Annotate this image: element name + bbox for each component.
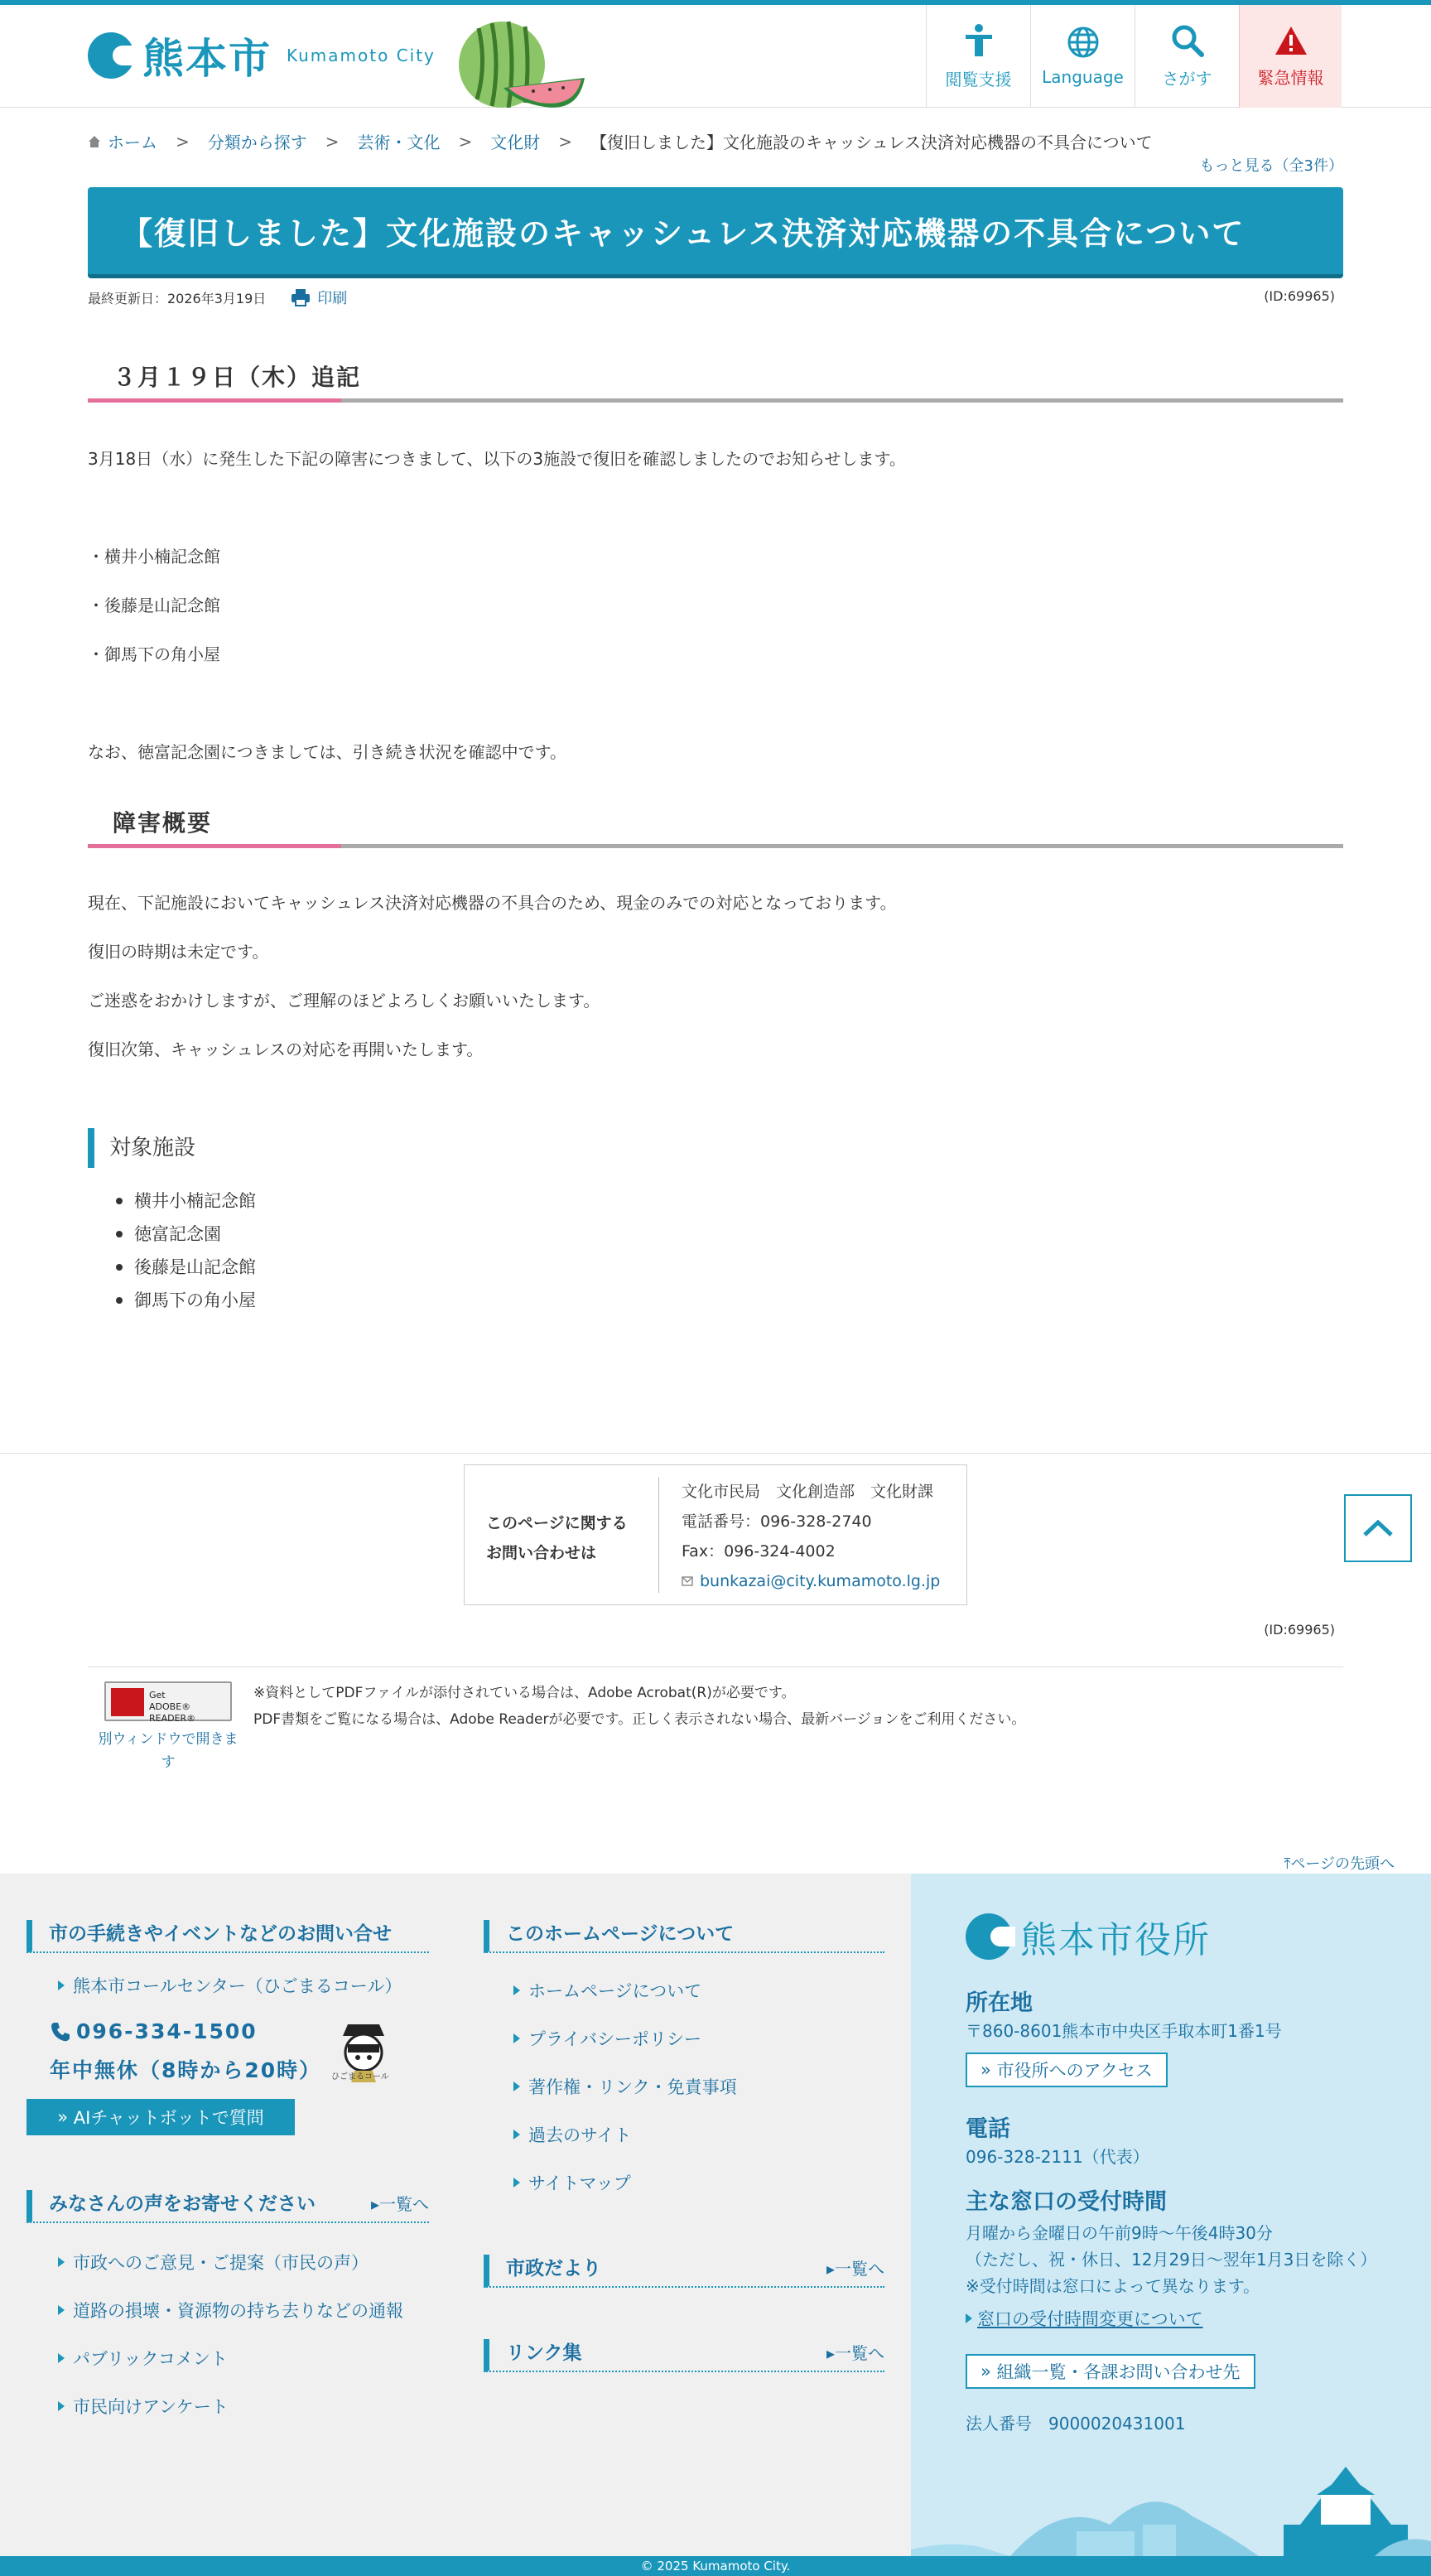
footer-link-voice[interactable]: 道路の損壊・資源物の持ち去りなどの通報 xyxy=(58,2298,403,2323)
warning-icon xyxy=(1274,25,1308,56)
to-top-link[interactable]: ⤒ページの先頭へ xyxy=(1284,1855,1395,1873)
contact-divider xyxy=(658,1477,659,1593)
nav-emergency[interactable] xyxy=(1239,5,1342,108)
mascot-label: ひごまるコール xyxy=(331,2072,389,2082)
contact-email: bunkazai@city.kumamoto.lg.jp xyxy=(700,1572,941,1590)
accessibility-icon xyxy=(962,23,995,58)
callcenter-phone-number: 096-334-1500 xyxy=(76,2019,258,2043)
hours-line1: 月曜から金曜日の午前9時〜午後4時30分 xyxy=(966,2223,1273,2243)
list-item: 後藤是山記念館 xyxy=(116,1251,256,1284)
list-item: 横井小楠記念館 xyxy=(116,1184,256,1218)
footer-heading-about-text: このホームページについて xyxy=(506,1923,735,1945)
links-all-link[interactable]: ▸一覧へ xyxy=(826,2343,884,2363)
nav-accessibility-label: 閲覧支援 xyxy=(945,69,1012,89)
footer-link-copyright[interactable]: 著作権・リンク・免責事項 xyxy=(513,2074,737,2099)
corporate-number: 法人番号 9000020431001 xyxy=(966,2414,1186,2434)
outline-paragraph: ご迷惑をおかけしますが、ご理解のほどよろしくお願いいたします。 xyxy=(88,991,600,1011)
address-text: 〒860-8601熊本市中央区手取本町1番1号 xyxy=(966,2021,1282,2041)
footer-link-archive[interactable]: 過去のサイト xyxy=(513,2122,632,2147)
ai-chatbot-label: AIチャットボットで質問 xyxy=(73,2108,264,2128)
callcenter-phone xyxy=(50,2019,258,2043)
print-button[interactable] xyxy=(291,287,347,308)
access-label: 市役所へのアクセス xyxy=(996,2061,1153,2081)
footer-heading-news xyxy=(484,2255,884,2288)
city-hall-name: 熊本市役所 xyxy=(1020,1919,1211,1961)
chevron-up-icon xyxy=(1361,1518,1395,1538)
footer-heading-voice xyxy=(26,2190,429,2223)
printer-icon xyxy=(291,288,311,306)
to-top-label: ページの先頭へ xyxy=(1290,1855,1395,1873)
copyright: © 2025 Kumamoto City. xyxy=(0,2556,1431,2576)
page-top-button[interactable] xyxy=(1344,1494,1412,1562)
hours-change-link[interactable]: 窓口の受付時間変更について xyxy=(966,2306,1203,2331)
voice-all-label: 一覧へ xyxy=(379,2194,429,2214)
access-button[interactable] xyxy=(966,2053,1168,2087)
search-icon xyxy=(1171,24,1204,57)
page-title: 【復旧しました】文化施設のキャッシュレス決済対応機器の不具合について xyxy=(121,215,1246,252)
restored-facility: ・後藤是山記念館 xyxy=(88,596,220,615)
contact-label-line1: このページに関する xyxy=(486,1514,628,1532)
phone-icon xyxy=(50,2021,71,2043)
contact-dept: 文化市民局 文化創造部 文化財課 xyxy=(682,1483,934,1501)
section1-note: なお、徳富記念園につきましては、引き続き状況を確認中です。 xyxy=(88,742,566,762)
adobe-logo-icon xyxy=(111,1688,144,1716)
section-heading-facilities: 対象施設 xyxy=(88,1128,195,1168)
nav-language-label: Language xyxy=(1042,67,1124,87)
section1-intro: 3月18日（水）に発生した下記の障害につきまして、以下の3施設で復旧を確認しましたのでお知らせします。 xyxy=(88,449,906,469)
nav-emergency-label: 緊急情報 xyxy=(1257,67,1324,88)
footer-link-voice[interactable]: 市政へのご意見・ご提案（市民の声） xyxy=(58,2250,369,2275)
footer-heading-inquiry-text: 市の手続きやイベントなどのお問い合せ xyxy=(49,1923,392,1945)
voice-all-link[interactable]: ▸一覧へ xyxy=(370,2194,429,2214)
adobe-badge-bottom: ADOBE® READER® xyxy=(149,1701,196,1724)
restored-facility: ・横井小楠記念館 xyxy=(88,547,220,567)
outline-paragraph: 現在、下記施設においてキャッシュレス決済対応機器の不具合のため、現金のみでの対応となっております。 xyxy=(88,893,897,913)
pdf-note xyxy=(253,1680,1025,1733)
page-title-box xyxy=(88,187,1343,278)
print-label: 印刷 xyxy=(317,290,348,307)
city-hall-logo xyxy=(966,1910,1211,1963)
footer-link-sitemap[interactable]: サイトマップ xyxy=(513,2170,631,2195)
callcenter-hours: 年中無休（8時から20時） xyxy=(50,2058,322,2082)
double-chevron-icon: » xyxy=(980,2361,997,2381)
phone-text: 096-328-2111（代表） xyxy=(966,2147,1149,2167)
globe-icon xyxy=(1067,26,1100,59)
ai-chatbot-button[interactable] xyxy=(26,2099,295,2135)
divider xyxy=(0,1453,1431,1454)
header-nav xyxy=(926,5,1431,108)
contact-label-line2: お問い合わせは xyxy=(486,1544,597,1562)
org-list-label: 組織一覧・各課お問い合わせ先 xyxy=(996,2362,1241,2382)
nav-search-label: さがす xyxy=(1162,68,1212,89)
footer-heading-links xyxy=(484,2339,884,2372)
contact-email-link[interactable] xyxy=(682,1566,940,1596)
site-header xyxy=(0,5,1431,108)
news-all-label: 一覧へ xyxy=(835,2259,884,2279)
footer-heading-inquiry xyxy=(26,1920,429,1953)
footer-link-voice[interactable]: 市民向けアンケート xyxy=(58,2394,229,2419)
breadcrumb-home[interactable]: ホーム xyxy=(108,133,157,152)
section-heading-outline-text: 障害概要 xyxy=(113,809,213,837)
adobe-reader-badge[interactable] xyxy=(104,1681,232,1724)
footer-link-callcenter[interactable]: 熊本市コールセンター（ひごまるコール） xyxy=(58,1973,402,1998)
hours-line3: ※受付時間は窓口によって異なります。 xyxy=(966,2276,1260,2296)
double-chevron-icon: » xyxy=(980,2060,997,2080)
footer-heading-voice-text: みなさんの声をお寄せください xyxy=(49,2193,316,2215)
breadcrumb-cultural-assets[interactable]: 文化財 xyxy=(490,133,541,152)
nav-language[interactable] xyxy=(1030,5,1135,108)
section-heading-update xyxy=(88,351,1343,403)
address-heading: 所在地 xyxy=(966,1990,1033,2016)
page-meta xyxy=(88,287,347,308)
page-id: (ID:69965) xyxy=(1264,288,1335,304)
facility-list xyxy=(116,1184,256,1317)
footer-link-voice[interactable]: パブリックコメント xyxy=(58,2346,228,2371)
nav-accessibility[interactable] xyxy=(926,5,1030,108)
contact-tel: 電話番号：096-328-2740 xyxy=(682,1512,872,1531)
breadcrumb-separator: > xyxy=(325,131,340,152)
watermelon-illustration-icon xyxy=(454,13,586,108)
logo-text-jp: 熊本市 xyxy=(142,35,272,83)
breadcrumb xyxy=(88,129,1153,153)
hours-heading: 主な窓口の受付時間 xyxy=(966,2189,1167,2215)
city-emblem-icon xyxy=(88,32,134,79)
logo-text-en: Kumamoto City xyxy=(287,46,436,65)
contact-box xyxy=(464,1464,967,1605)
footer-heading-news-text: 市政だより xyxy=(506,2258,601,2279)
breadcrumb-current: 【復旧しました】文化施設のキャッシュレス決済対応機器の不具合について xyxy=(590,133,1153,152)
more-link[interactable]: もっと見る（全3件） xyxy=(1199,157,1343,175)
footer-link-privacy[interactable]: プライバシーポリシー xyxy=(513,2026,701,2051)
page-id-bottom: (ID:69965) xyxy=(1264,1622,1335,1638)
contact-label xyxy=(486,1508,628,1568)
site-logo[interactable] xyxy=(88,30,436,81)
home-icon xyxy=(88,135,101,148)
hours-line2: （ただし、祝・休日、12月29日〜翌年1月3日を除く） xyxy=(966,2250,1377,2270)
links-all-label: 一覧へ xyxy=(835,2343,884,2363)
phone-heading: 電話 xyxy=(966,2116,1010,2142)
news-all-link[interactable]: ▸一覧へ xyxy=(826,2259,884,2279)
adobe-badge-text xyxy=(149,1690,230,1725)
list-item: 徳富記念園 xyxy=(116,1218,256,1251)
city-emblem-icon xyxy=(966,1913,1012,1960)
section-heading-outline xyxy=(88,797,1343,848)
outline-paragraph: 復旧の時期は未定です。 xyxy=(88,942,269,962)
footer-heading-about xyxy=(484,1920,884,1953)
pdf-note-line2: PDF書類をご覧になる場合は、Adobe Readerが必要です。正しく表示されない場合、最新バージョンをご利用ください。 xyxy=(253,1711,1026,1728)
breadcrumb-separator: > xyxy=(558,131,573,152)
footer-heading-links-text: リンク集 xyxy=(506,2342,582,2364)
restored-facility: ・御馬下の角小屋 xyxy=(88,644,220,664)
list-item: 御馬下の角小屋 xyxy=(116,1284,256,1317)
breadcrumb-category[interactable]: 分類から探す xyxy=(207,133,307,152)
last-updated: 最終更新日：2026年3月19日 xyxy=(88,290,267,306)
hours-text xyxy=(966,2220,1376,2299)
adobe-badge-top: Get xyxy=(149,1690,166,1700)
double-chevron-icon: » xyxy=(57,2107,74,2127)
castle-skyline-illustration xyxy=(911,2434,1431,2556)
breadcrumb-separator: > xyxy=(458,131,473,152)
footer-link-about[interactable]: ホームページについて xyxy=(513,1978,701,2003)
breadcrumb-separator: > xyxy=(176,131,190,152)
contact-info xyxy=(682,1477,940,1596)
org-list-button[interactable] xyxy=(966,2354,1255,2389)
pdf-note-line1: ※資料としてPDFファイルが添付されている場合は、Adobe Acrobat(R)が必要です。 xyxy=(253,1685,796,1701)
outline-paragraph: 復旧次第、キャッシュレスの対応を再開いたします。 xyxy=(88,1040,484,1059)
contact-fax: Fax：096-324-4002 xyxy=(682,1542,836,1561)
adobe-new-window-link[interactable]: 別ウィンドウで開きます xyxy=(98,1731,238,1771)
section-heading-update-text: ３月１９日（木）追記 xyxy=(113,364,362,391)
nav-search[interactable] xyxy=(1135,5,1239,108)
breadcrumb-arts-culture[interactable]: 芸術・文化 xyxy=(357,133,441,152)
mail-icon xyxy=(682,1576,693,1586)
